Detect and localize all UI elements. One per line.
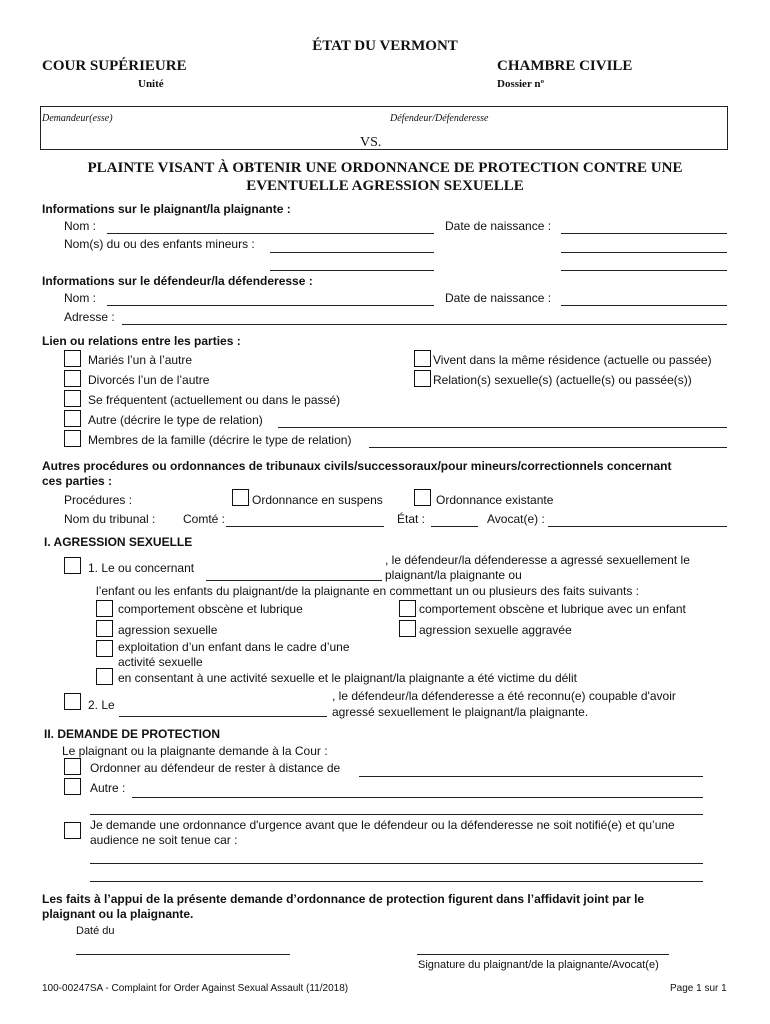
obscene-child-checkbox[interactable] (399, 600, 416, 617)
family-label: Membres de la famille (décrire le type de relation) (88, 433, 352, 447)
parties-top-rule (40, 106, 728, 107)
plaintiff-info-heading: Informations sur le plaignant/la plaignante : (42, 202, 291, 216)
proceedings-heading-line1: Autres procédures ou ordonnances de tribunaux civils/successoraux/pour mineurs/correctionnels concernant (42, 459, 672, 473)
defendant-dob-field[interactable] (561, 305, 727, 306)
unit-label: Unité (138, 78, 164, 90)
other-request-field-1[interactable] (132, 797, 703, 798)
children-acts-label: l’enfant ou les enfants du plaignant/de la plaignante en commettant un ou plusieurs des faits suivants : (96, 584, 640, 598)
distance-checkbox[interactable] (64, 758, 81, 775)
exploitation-checkbox[interactable] (96, 640, 113, 657)
defendant-address-label: Adresse : (64, 310, 115, 324)
consent-label: en consentant à une activité sexuelle et le plaignant/la plaignante a été victime du délit (118, 671, 577, 685)
exploitation-label-line2: activité sexuelle (118, 655, 203, 669)
plaintiff-name-label: Nom : (64, 219, 97, 233)
cohabit-checkbox[interactable] (414, 350, 431, 367)
court-name: COUR SUPÉRIEURE (42, 58, 187, 74)
other-relation-label: Autre (décrire le type de relation) (88, 413, 263, 427)
state-title: ÉTAT DU VERMONT (312, 38, 458, 54)
minor-field-4[interactable] (561, 270, 727, 271)
state-field[interactable] (431, 526, 478, 527)
consent-checkbox[interactable] (96, 668, 113, 685)
assault-item2-suffix1: , le défendeur/la défenderesse a été reconnu(e) coupable d'avoir (332, 689, 676, 703)
assault-item2-prefix: 2. Le (88, 698, 115, 712)
county-field[interactable] (226, 526, 384, 527)
facts-statement-line2: plaignant ou la plaignante. (42, 907, 194, 921)
defendant-label: Défendeur/Défenderesse (390, 113, 489, 124)
minors-label: Nom(s) du ou des enfants mineurs : (64, 237, 255, 251)
aggravated-assault-label: agression sexuelle aggravée (419, 623, 572, 637)
exploitation-label-line1: exploitation d’un enfant dans le cadre d’une (118, 640, 350, 654)
existing-order-label: Ordonnance existante (436, 493, 554, 507)
proceedings-heading-line2: ces parties : (42, 474, 113, 488)
emergency-checkbox[interactable] (64, 822, 81, 839)
state-label: État : (397, 512, 426, 526)
defendant-name-label: Nom : (64, 291, 97, 305)
assault-item1-suffix2: plaignant/la plaignante ou (385, 568, 522, 582)
form-title-line1: PLAINTE VISANT À OBTENIR UNE ORDONNANCE DE PROTECTION CONTRE UNE (87, 160, 683, 176)
protection-intro: Le plaignant ou la plaignante demande à la Cour : (62, 744, 328, 758)
form-id: 100-00247SA - Complaint for Order Against Sexual Assault (11/2018) (42, 983, 349, 994)
aggravated-assault-checkbox[interactable] (399, 620, 416, 637)
versus-label: VS. (360, 135, 382, 150)
distance-field[interactable] (359, 776, 703, 777)
other-relation-checkbox[interactable] (64, 410, 81, 427)
sexual-relation-checkbox[interactable] (414, 370, 431, 387)
signature-field[interactable] (417, 954, 669, 955)
married-checkbox[interactable] (64, 350, 81, 367)
emergency-label-line1: Je demande une ordonnance d'urgence avant que le défendeur ou la défenderesse ne soit notifié(e) et qu’une (90, 818, 675, 832)
assault-item2-suffix2: agressé sexuellement le plaignant/la plaignante. (332, 705, 589, 719)
page-number: Page 1 sur 1 (670, 983, 727, 994)
court-name-label: Nom du tribunal : (64, 512, 156, 526)
married-label: Mariés l’un à l’autre (88, 353, 193, 367)
family-field[interactable] (369, 447, 727, 448)
divorced-label: Divorcés l’un de l’autre (88, 373, 210, 387)
division-name: CHAMBRE CIVILE (497, 58, 633, 74)
suspended-order-label: Ordonnance en suspens (252, 493, 383, 507)
parties-left-rule (40, 106, 41, 150)
signature-label: Signature du plaignant/de la plaignante/Avocat(e) (418, 959, 659, 971)
relation-heading: Lien ou relations entre les parties : (42, 334, 241, 348)
minor-field-1[interactable] (270, 252, 434, 253)
defendant-dob-label: Date de naissance : (445, 291, 552, 305)
other-request-field-2[interactable] (90, 814, 703, 815)
plaintiff-label: Demandeur(esse) (42, 113, 113, 124)
facts-statement-line1: Les faits à l’appui de la présente demande d’ordonnance de protection figurent dans l’affidavit joint par le (42, 892, 645, 906)
plaintiff-dob-label: Date de naissance : (445, 219, 552, 233)
minor-field-2[interactable] (561, 252, 727, 253)
dating-label: Se fréquentent (actuellement ou dans le passé) (88, 393, 341, 407)
assault-item1-prefix: 1. Le ou concernant (88, 561, 195, 575)
existing-order-checkbox[interactable] (414, 489, 431, 506)
defendant-info-heading: Informations sur le défendeur/la défenderesse : (42, 274, 313, 288)
emergency-reason-field-2[interactable] (90, 881, 703, 882)
assault-item2-checkbox[interactable] (64, 693, 81, 710)
dated-label: Daté du (76, 925, 115, 937)
assault-item1-checkbox[interactable] (64, 557, 81, 574)
plaintiff-dob-field[interactable] (561, 233, 727, 234)
defendant-name-field[interactable] (107, 305, 434, 306)
lawyer-field[interactable] (548, 526, 727, 527)
dating-checkbox[interactable] (64, 390, 81, 407)
family-checkbox[interactable] (64, 430, 81, 447)
section2-heading: II. DEMANDE DE PROTECTION (44, 727, 221, 741)
date-field[interactable] (76, 954, 290, 955)
sexual-relation-label: Relation(s) sexuelle(s) (actuelle(s) ou passée(s)) (433, 373, 692, 387)
plaintiff-name-field[interactable] (107, 233, 434, 234)
lawyer-label: Avocat(e) : (487, 512, 545, 526)
section1-heading: I. AGRESSION SEXUELLE (44, 535, 193, 549)
assault-item1-date-field[interactable] (206, 580, 382, 581)
emergency-reason-field-1[interactable] (90, 863, 703, 864)
county-label: Comté : (183, 512, 226, 526)
assault-item2-date-field[interactable] (119, 716, 327, 717)
divorced-checkbox[interactable] (64, 370, 81, 387)
emergency-label-line2: audience ne soit tenue car : (90, 833, 238, 847)
suspended-order-checkbox[interactable] (232, 489, 249, 506)
docket-label: Dossier nº (497, 78, 545, 90)
assault-item1-suffix1: , le défendeur/la défenderesse a agressé sexuellement le (385, 553, 690, 567)
sexual-assault-label: agression sexuelle (118, 623, 218, 637)
cohabit-label: Vivent dans la même résidence (actuelle ou passée) (433, 353, 712, 367)
obscene-checkbox[interactable] (96, 600, 113, 617)
distance-label: Ordonner au défendeur de rester à distance de (90, 761, 341, 775)
obscene-child-label: comportement obscène et lubrique avec un enfant (419, 602, 686, 616)
minor-field-3[interactable] (270, 270, 434, 271)
parties-bottom-rule (40, 149, 728, 150)
other-request-checkbox[interactable] (64, 778, 81, 795)
parties-right-rule (727, 106, 728, 150)
defendant-address-field[interactable] (122, 324, 727, 325)
form-title-line2: EVENTUELLE AGRESSION SEXUELLE (246, 178, 524, 194)
other-relation-field[interactable] (278, 427, 727, 428)
sexual-assault-checkbox[interactable] (96, 620, 113, 637)
procedures-label: Procédures : (64, 493, 133, 507)
obscene-label: comportement obscène et lubrique (118, 602, 303, 616)
other-request-label: Autre : (90, 781, 126, 795)
